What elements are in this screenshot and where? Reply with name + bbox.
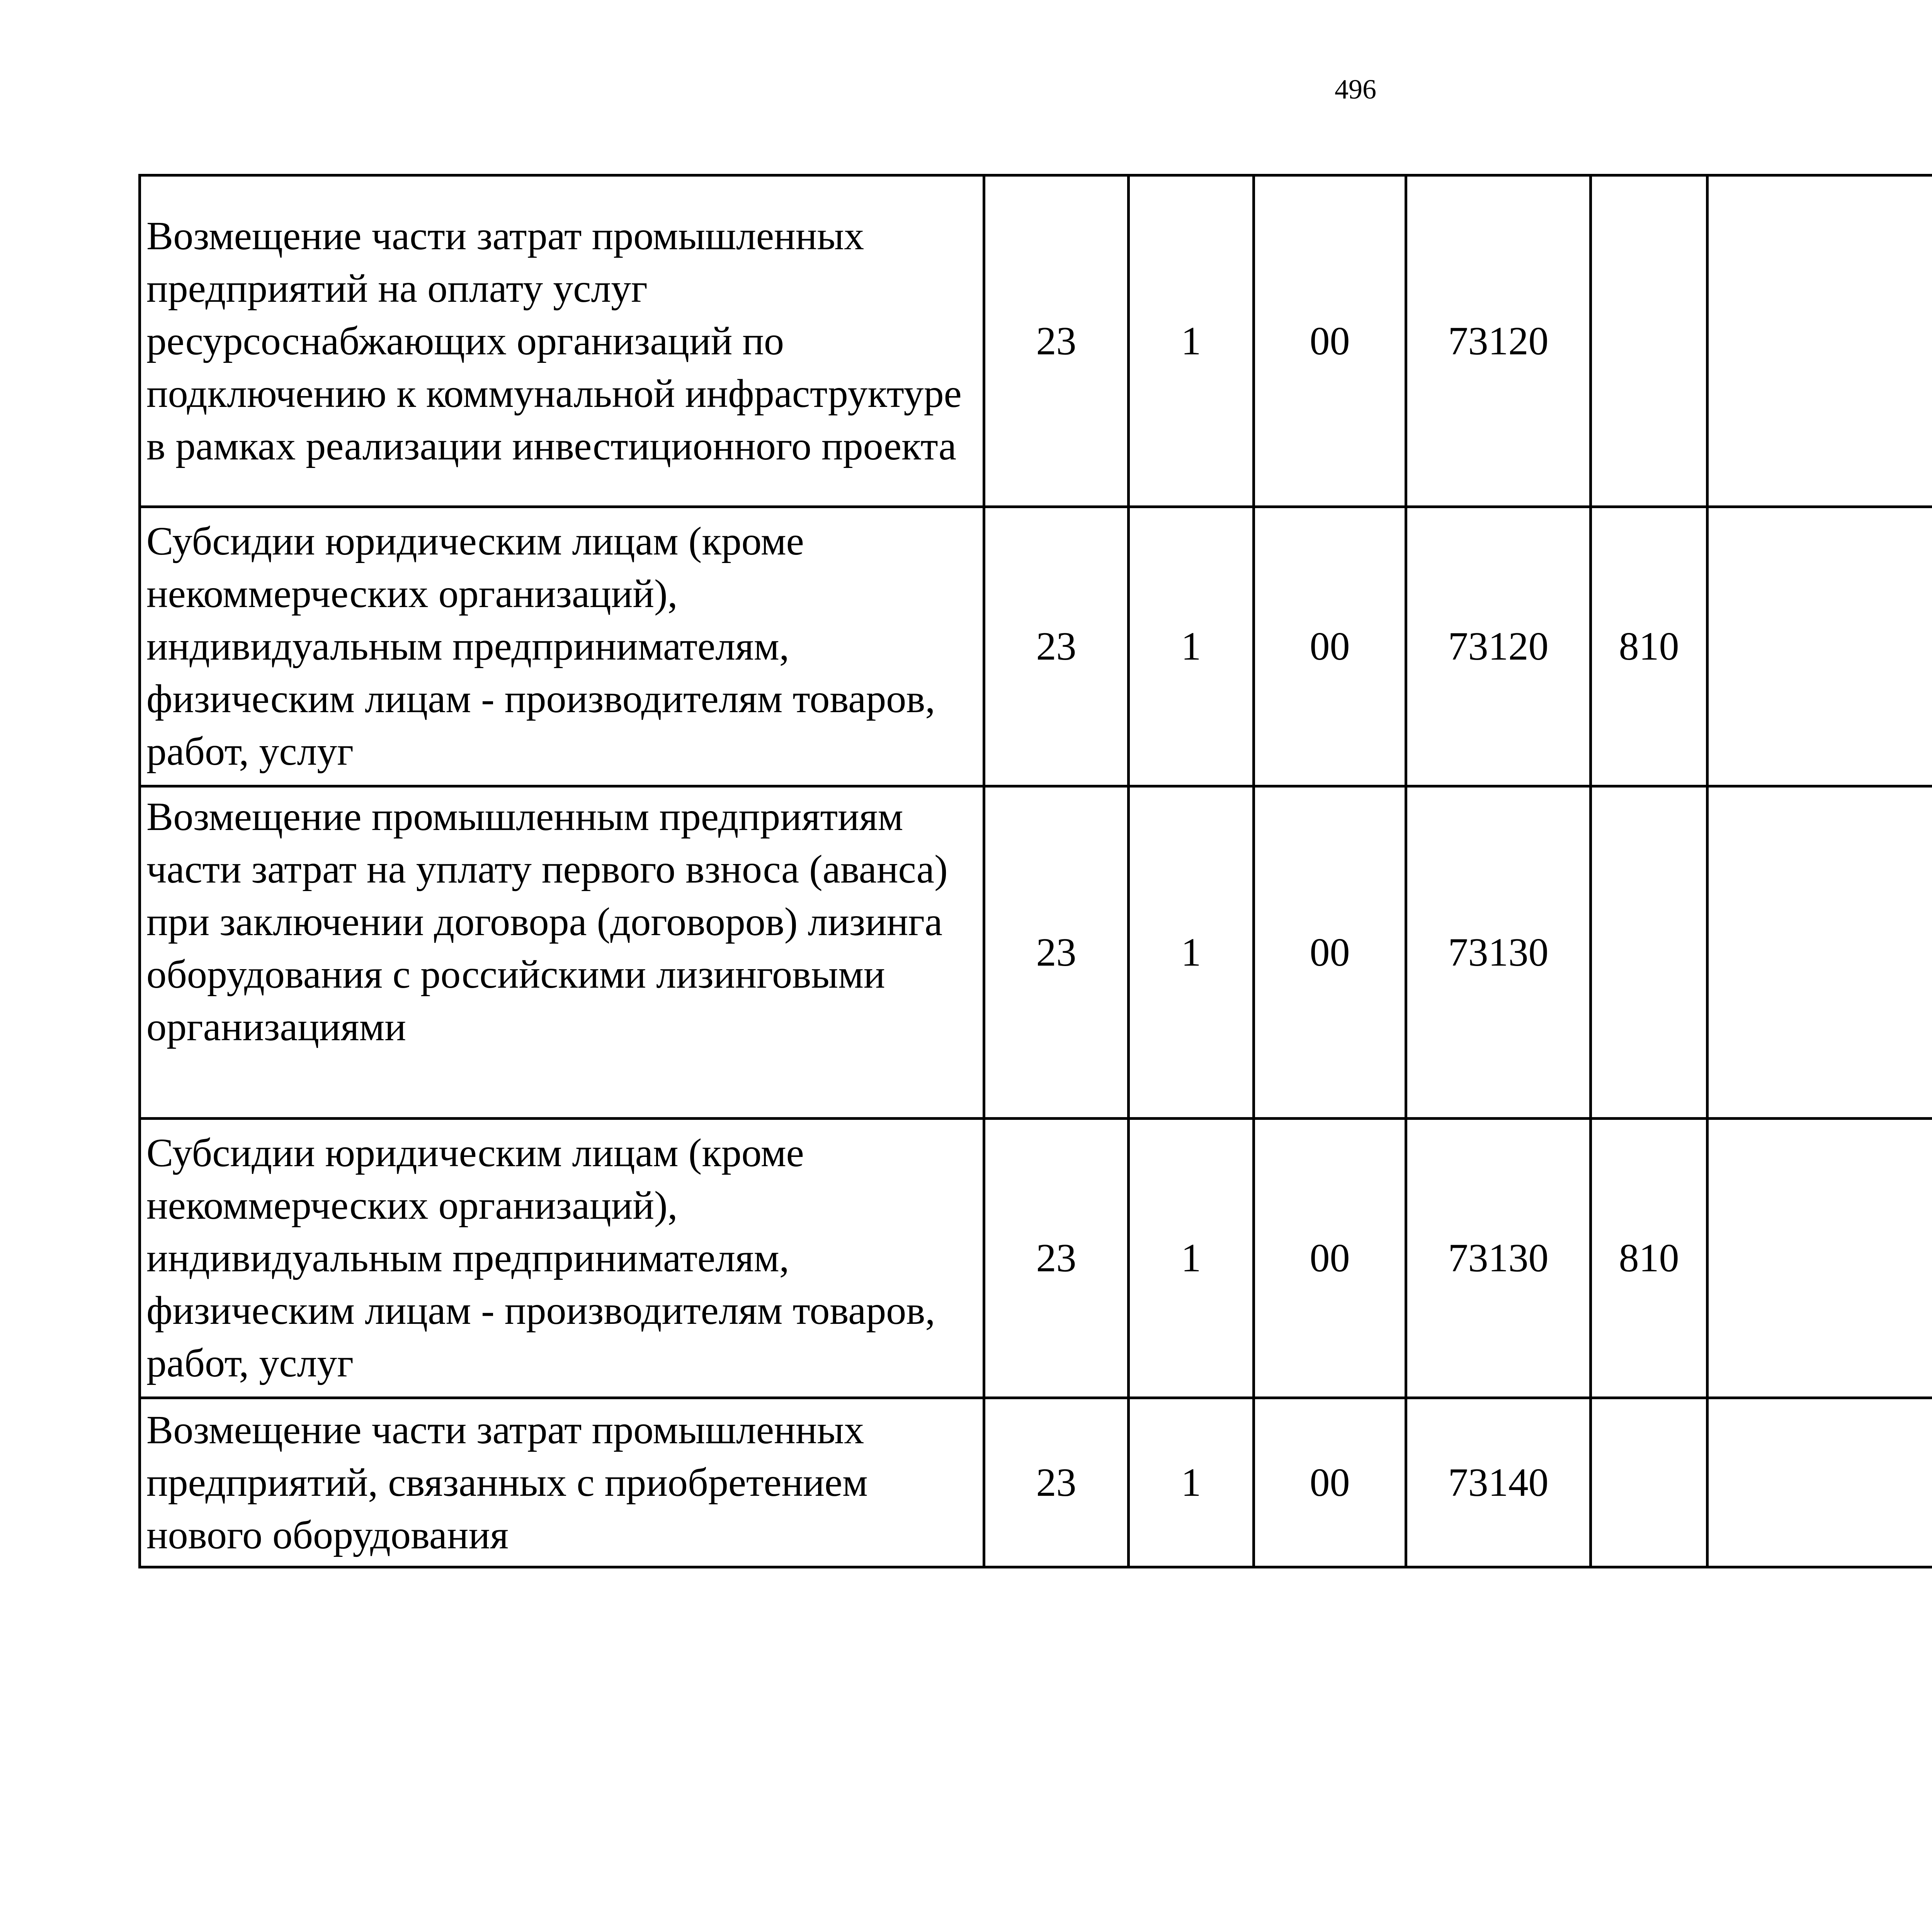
blank-cell <box>1708 786 1932 1119</box>
table-row <box>140 786 1932 1119</box>
blank-cell <box>1708 1398 1932 1567</box>
expense-type-code <box>1591 786 1708 1119</box>
table-row <box>140 507 1932 786</box>
section-code: 23 <box>984 1119 1129 1398</box>
table-row <box>140 175 1932 507</box>
group-code: 00 <box>1254 786 1406 1119</box>
group-code: 00 <box>1254 507 1406 786</box>
table-row <box>140 1119 1932 1398</box>
row-description: Субсидии юридическим лицам (кроме некоммерческих организаций), индивидуальным предпринимателям, физическим лицам - производителям товаров, работ, услуг <box>140 1119 984 1398</box>
section-code: 23 <box>984 175 1129 507</box>
row-description: Возмещение части затрат промышленных предприятий, связанных с приобретением нового оборудования <box>140 1398 984 1567</box>
article-code: 73120 <box>1406 175 1591 507</box>
subsection-code: 1 <box>1129 1119 1254 1398</box>
group-code: 00 <box>1254 175 1406 507</box>
section-code: 23 <box>984 786 1129 1119</box>
expense-type-code <box>1591 175 1708 507</box>
subsection-code: 1 <box>1129 507 1254 786</box>
subsection-code: 1 <box>1129 786 1254 1119</box>
expense-type-code: 810 <box>1591 1119 1708 1398</box>
section-code: 23 <box>984 507 1129 786</box>
section-code: 23 <box>984 1398 1129 1567</box>
row-description: Возмещение промышленным предприятиям части затрат на уплату первого взноса (аванса) при заключении договора (договоров) лизинга оборудования с российскими лизинговыми организациями <box>140 786 984 1119</box>
blank-cell <box>1708 175 1932 507</box>
article-code: 73130 <box>1406 786 1591 1119</box>
subsection-code: 1 <box>1129 175 1254 507</box>
budget-table <box>138 174 1932 1568</box>
blank-cell <box>1708 507 1932 786</box>
subsection-code: 1 <box>1129 1398 1254 1567</box>
group-code: 00 <box>1254 1398 1406 1567</box>
article-code: 73130 <box>1406 1119 1591 1398</box>
table-row <box>140 1398 1932 1567</box>
row-description: Субсидии юридическим лицам (кроме некоммерческих организаций), индивидуальным предпринимателям, физическим лицам - производителям товаров, работ, услуг <box>140 507 984 786</box>
expense-type-code: 810 <box>1591 507 1708 786</box>
row-description: Возмещение части затрат промышленных предприятий на оплату услуг ресурсоснабжающих организаций по подключению к коммунальной инфраструктуре в рамках реализации инвестиционного проекта <box>140 175 984 507</box>
expense-type-code <box>1591 1398 1708 1567</box>
article-code: 73140 <box>1406 1398 1591 1567</box>
blank-cell <box>1708 1119 1932 1398</box>
page-number: 496 <box>1335 74 1376 105</box>
group-code: 00 <box>1254 1119 1406 1398</box>
article-code: 73120 <box>1406 507 1591 786</box>
